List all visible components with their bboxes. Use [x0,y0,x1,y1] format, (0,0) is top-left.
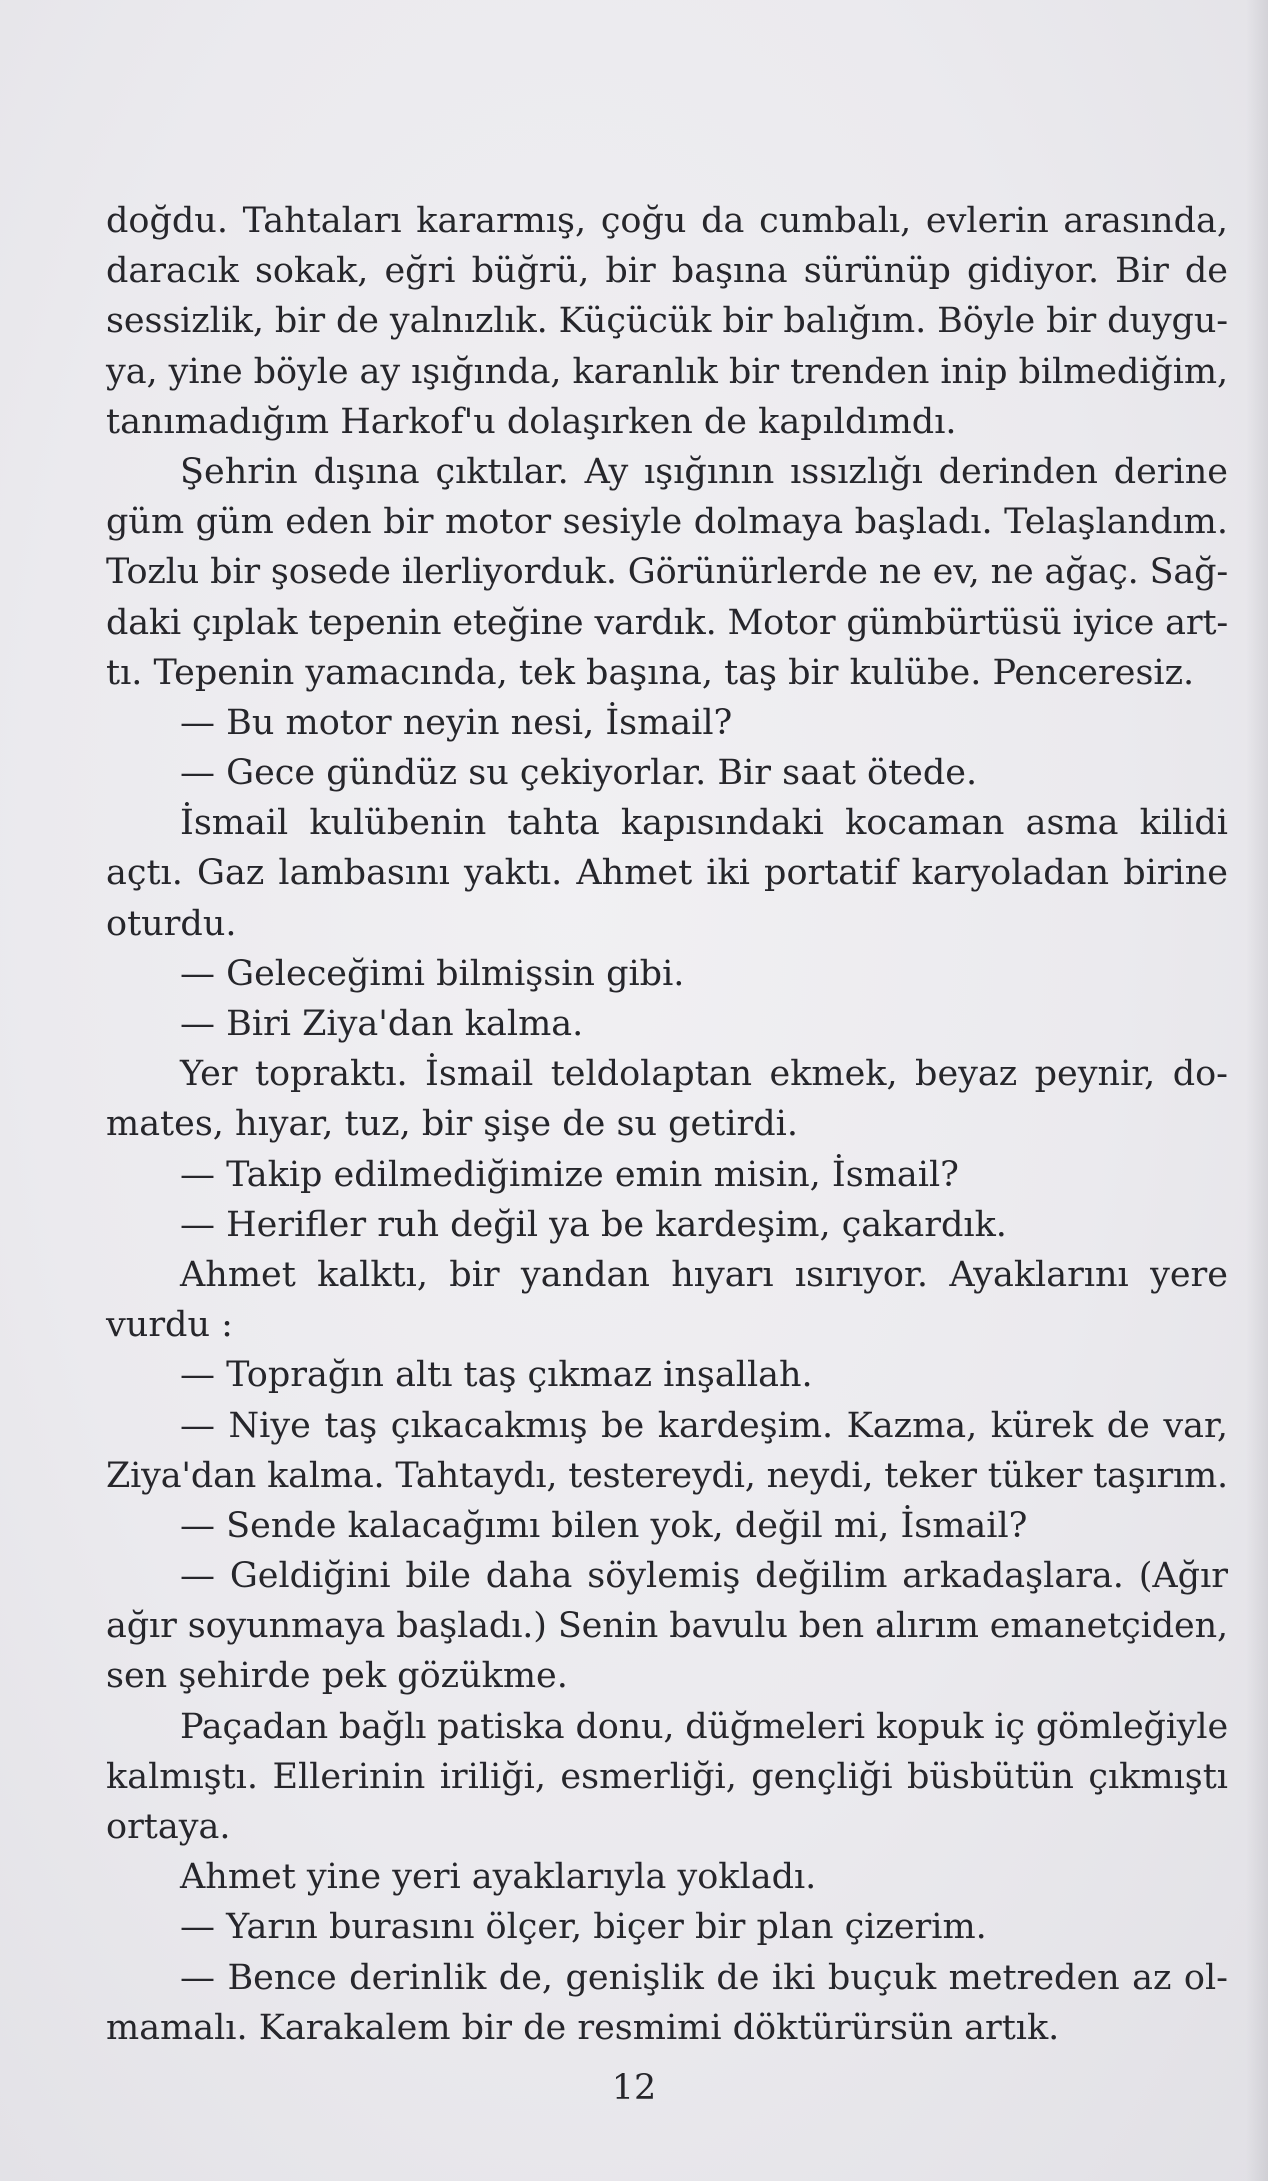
text-line: sessizlik, bir de yalnızlık. Küçücük bir balığım. Böyle bir duygu- [106,301,1229,342]
page-edge-shadow [1246,0,1268,2181]
text-line: — Geleceğimi bilmişsin gibi. [180,953,685,994]
text-line: daracık sokak, eğri büğrü, bir başına sürünüp gidiyor. Bir de [106,251,1228,292]
text-line: — Niye taş çıkacakmış be kardeşim. Kazma, kürek de var, [180,1405,1228,1446]
text-line: — Bence derinlik de, genişlik de iki buçuk metreden az ol- [180,1957,1228,1998]
text-line: ortaya. [106,1807,231,1847]
text-line: tanımadığım Harkof'u dolaşırken de kapıldımdı. [106,401,957,442]
text-line: Yer topraktı. İsmail teldolaptan ekmek, beyaz peynir, do- [180,1054,1228,1095]
text-line: — Bu motor neyin nesi, İsmail? [180,702,733,743]
text-line: Ziya'dan kalma. Tahtaydı, testereydi, neydi, teker tüker taşırım. [106,1455,1228,1496]
text-line: — Herifler ruh değil ya be kardeşim, çakardık. [180,1204,1007,1245]
text-line: Paçadan bağlı patiska donu, düğmeleri kopuk iç gömleğiyle [180,1706,1228,1747]
text-line: ağır soyunmaya başladı.) Senin bavulu ben alırım emanetçiden, [106,1606,1228,1647]
text-line: tı. Tepenin yamacında, tek başına, taş bir kulübe. Penceresiz. [106,652,1195,693]
text-line: Tozlu bir şosede ilerliyorduk. Görünürlerde ne ev, ne ağaç. Sağ- [106,552,1229,593]
text-line: — Yarın burasını ölçer, biçer bir plan çizerim. [180,1907,987,1948]
text-line: — Gece gündüz su çekiyorlar. Bir saat ötede. [180,753,978,794]
text-line: Şehrin dışına çıktılar. Ay ışığının ıssızlığı derinden derine [180,451,1228,492]
body-text [106,196,1228,2053]
text-line: mamalı. Karakalem bir de resmimi döktürürsün artık. [106,2007,1060,2048]
text-line: İsmail kulübenin tahta kapısındaki kocaman asma kilidi [180,803,1228,844]
text-line: ya, yine böyle ay ışığında, karanlık bir trenden inip bilmediğim, [106,351,1229,392]
text-line: — Biri Ziya'dan kalma. [180,1004,584,1044]
text-line: doğdu. Tahtaları kararmış, çoğu da cumbalı, evlerin arasında, [106,201,1228,241]
text-line: — Takip edilmediğimize emin misin, İsmail? [180,1154,959,1195]
text-line: — Geldiğini bile daha söylemiş değilim arkadaşlara. (Ağır [180,1556,1228,1597]
text-line: Ahmet kalktı, bir yandan hıyarı ısırıyor. Ayaklarını yere [180,1254,1228,1295]
text-line: oturdu. [106,903,237,944]
text-line: kalmıştı. Ellerinin iriliği, esmerliği, gençliği büsbütün çıkmıştı [106,1756,1228,1797]
text-line: açtı. Gaz lambasını yaktı. Ahmet iki portatif karyoladan birine [106,853,1228,894]
text-line: güm güm eden bir motor sesiyle dolmaya başladı. Telaşlandım. [106,502,1228,543]
text-line: — Toprağın altı taş çıkmaz inşallah. [180,1355,813,1396]
text-line: vurdu : [106,1305,233,1346]
text-line: mates, hıyar, tuz, bir şişe de su getirdi. [106,1104,798,1145]
page-number: 12 [611,2068,657,2108]
text-line: sen şehirde pek gözükme. [106,1656,568,1697]
text-line: — Sende kalacağımı bilen yok, değil mi, İsmail? [180,1505,1028,1546]
text-line: daki çıplak tepenin eteğine vardık. Motor gümbürtüsü iyice art- [106,602,1228,643]
text-line: Ahmet yine yeri ayaklarıyla yokladı. [180,1857,817,1898]
